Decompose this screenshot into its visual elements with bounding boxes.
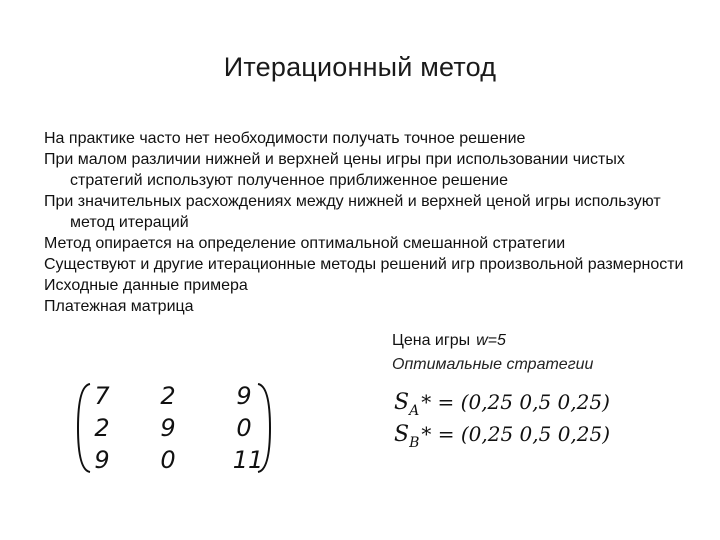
bullet-item: При значительных расхождениях между нижней и верхней ценой игры используют метод итераций (44, 193, 661, 231)
payoff-matrix (76, 380, 272, 476)
matrix-cell: 7 (94, 382, 110, 410)
game-price-label: Цена игры (392, 332, 471, 349)
strategy-a-symbol: S (394, 390, 410, 415)
bullet-item: Метод опирается на определение оптимальной смешанной стратегии (44, 235, 566, 252)
bullet-item: Существуют и другие итерационные методы решений игр произвольной размерности (44, 256, 684, 273)
slide-title: Итерационный метод (223, 52, 497, 82)
strategy-a-subscript: A (409, 403, 420, 419)
strategy-a (394, 390, 610, 419)
strategy-a-values: * = (0,25 0,5 0,25) (421, 390, 610, 414)
matrix-cell: 9 (160, 414, 176, 442)
game-info (392, 330, 593, 376)
strategy-b-symbol: S (394, 422, 410, 447)
matrix-cell: 11 (232, 446, 264, 474)
bullet-item: Платежная матрица (44, 298, 194, 315)
matrix-cell: 0 (236, 414, 252, 442)
strategy-b (394, 422, 611, 451)
matrix-cell: 2 (94, 414, 110, 442)
bullet-list (44, 128, 684, 317)
optimal-strategies-label: Оптимальные стратегии (392, 356, 594, 373)
matrix-cell: 0 (160, 446, 176, 474)
bullet-item: При малом различии нижней и верхней цены игры при использовании чистых стратегий используют полученное приближенное решение (44, 151, 625, 189)
game-price (392, 330, 593, 352)
bullet-item: На практике часто нет необходимости получать точное решение (44, 130, 526, 147)
game-price-value: w=5 (476, 332, 506, 349)
matrix-cell: 2 (160, 382, 176, 410)
matrix-cell: 9 (94, 446, 110, 474)
bullet-item: Исходные данные примера (44, 277, 248, 294)
strategy-b-values: * = (0,25 0,5 0,25) (421, 422, 611, 446)
strategy-b-subscript: B (409, 435, 420, 451)
matrix-cell: 9 (236, 382, 252, 410)
